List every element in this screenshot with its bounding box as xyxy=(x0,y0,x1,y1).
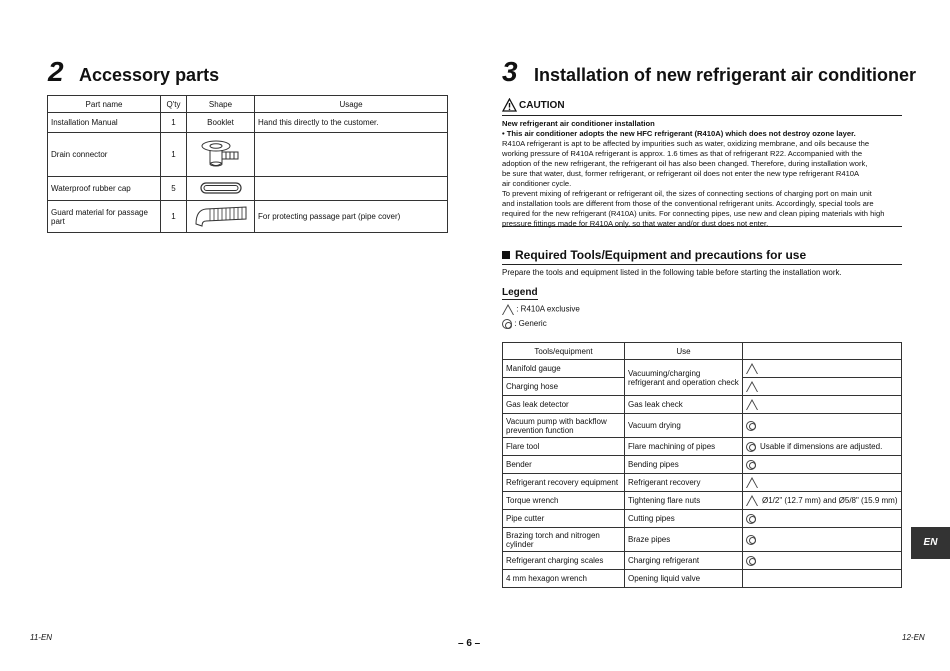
legend-triangle xyxy=(502,304,580,315)
caution-line: pressure fittings made for R410A only, so that water and/or dust does not enter. xyxy=(502,219,769,228)
tools-intro: Prepare the tools and equipment listed in the following table before starting the installation work. xyxy=(502,268,842,277)
tool-symbol xyxy=(743,510,902,528)
col-qty: Q'ty xyxy=(161,96,187,113)
tool-note: Ø1/2" (12.7 mm) and Ø5/8" (15.9 mm) xyxy=(762,495,898,505)
tool-name: Refrigerant recovery equipment xyxy=(503,474,625,492)
tool-name: Brazing torch and nitrogen cylinder xyxy=(503,528,625,552)
caution-divider xyxy=(502,226,902,227)
tool-use: Charging refrigerant xyxy=(625,552,743,570)
r410a-exclusive-icon xyxy=(502,304,514,315)
legend-triangle-label: : R410A exclusive xyxy=(516,304,580,314)
tool-use: Refrigerant recovery xyxy=(625,474,743,492)
tool-symbol xyxy=(743,570,902,588)
tools-header-row xyxy=(503,343,902,360)
center-page-number: – 6 – xyxy=(458,638,481,649)
tools-table xyxy=(502,342,902,588)
table-row xyxy=(48,113,448,133)
col-usage: Usage xyxy=(255,96,448,113)
col-use: Use xyxy=(625,343,743,360)
tool-symbol xyxy=(743,552,902,570)
table-row xyxy=(503,552,902,570)
tool-name: Charging hose xyxy=(503,378,625,396)
part-shape: Booklet xyxy=(187,113,255,133)
legend-circle-label: : Generic xyxy=(514,319,547,329)
caution-line: air conditioner cycle. xyxy=(502,179,572,188)
part-qty: 1 xyxy=(161,133,187,177)
square-bullet-icon xyxy=(502,251,510,259)
part-name: Drain connector xyxy=(48,133,161,177)
double-circle-icon xyxy=(746,556,756,566)
table-row xyxy=(503,396,902,414)
caution-header xyxy=(502,98,902,116)
tool-use: Bending pipes xyxy=(625,456,743,474)
part-shape xyxy=(187,177,255,201)
caution-line: and installation tools are different from those of the conventional refrigerant units. Accordingly, special tools are xyxy=(502,199,874,208)
tool-symbol xyxy=(743,528,902,552)
tool-use: Braze pipes xyxy=(625,528,743,552)
part-name: Waterproof rubber cap xyxy=(48,177,161,201)
caution-line: working pressure of R410A refrigerant is approx. 1.6 times as that of refrigerant R22. Accompanied with the xyxy=(502,149,863,158)
tool-name: Bender xyxy=(503,456,625,474)
pipe-cover-icon xyxy=(192,204,250,228)
double-circle-icon xyxy=(746,421,756,431)
table-row xyxy=(48,177,448,201)
tool-symbol xyxy=(743,360,902,378)
caution-bullet: • This air conditioner adopts the new HFC refrigerant (R410A) which does not destroy ozone layer. xyxy=(502,129,856,138)
part-name: Guard material for passage part xyxy=(48,201,161,233)
tool-name: Flare tool xyxy=(503,438,625,456)
triangle-icon xyxy=(746,477,758,488)
caution-line: To prevent mixing of refrigerant or refrigerant oil, the sizes of connecting sections of charging port on main unit xyxy=(502,189,872,198)
tool-note: Usable if dimensions are adjusted. xyxy=(760,441,883,451)
table-row xyxy=(503,528,902,552)
tool-symbol xyxy=(743,474,902,492)
tool-use: Vacuum drying xyxy=(625,414,743,438)
part-usage: Hand this directly to the customer. xyxy=(255,113,448,133)
tool-name: Manifold gauge xyxy=(503,360,625,378)
tool-symbol xyxy=(743,492,902,510)
caution-label: CAUTION xyxy=(519,100,565,111)
table-row xyxy=(503,510,902,528)
col-shape: Shape xyxy=(187,96,255,113)
part-qty: 1 xyxy=(161,201,187,233)
part-usage xyxy=(255,177,448,201)
double-circle-icon xyxy=(746,442,756,452)
col-symbol xyxy=(743,343,902,360)
accessory-parts-table xyxy=(47,95,448,233)
table-row xyxy=(503,474,902,492)
section-number-2: 2 xyxy=(48,56,64,87)
triangle-icon xyxy=(746,399,758,410)
caution-body xyxy=(502,119,906,229)
tool-symbol xyxy=(743,414,902,438)
part-usage: For protecting passage part (pipe cover) xyxy=(255,201,448,233)
caution-line: be sure that water, dust, former refrigerant, or refrigerant oil does not enter the new type refrigerant R410A xyxy=(502,169,860,178)
table-row xyxy=(48,201,448,233)
triangle-icon xyxy=(746,495,758,506)
tool-name: Gas leak detector xyxy=(503,396,625,414)
tool-use: Vacuuming/charging refrigerant and operation check xyxy=(625,360,743,396)
table-header-row xyxy=(48,96,448,113)
part-shape xyxy=(187,201,255,233)
tool-symbol xyxy=(743,456,902,474)
tool-name: Refrigerant charging scales xyxy=(503,552,625,570)
caution-line: adoption of the new refrigerant, the refrigerant oil has also been changed. Therefore, during installation work, xyxy=(502,159,868,168)
triangle-icon xyxy=(746,363,758,374)
table-row xyxy=(503,456,902,474)
generic-icon xyxy=(502,319,512,329)
tool-symbol xyxy=(743,378,902,396)
left-page-number: 11-EN xyxy=(30,633,53,642)
warning-triangle-icon xyxy=(502,98,517,112)
tool-use: Tightening flare nuts xyxy=(625,492,743,510)
installation-title: Installation of new refrigerant air conditioner xyxy=(534,65,917,85)
tool-use: Opening liquid valve xyxy=(625,570,743,588)
language-tab-en[interactable]: EN xyxy=(911,527,950,559)
double-circle-icon xyxy=(746,460,756,470)
part-qty: 5 xyxy=(161,177,187,201)
triangle-icon xyxy=(746,381,758,392)
part-shape xyxy=(187,133,255,177)
tool-name: 4 mm hexagon wrench xyxy=(503,570,625,588)
rubber-cap-icon xyxy=(199,182,243,194)
caution-line: R410A refrigerant is apt to be affected by impurities such as water, oxidizing membrane, and oils because the xyxy=(502,139,870,148)
tool-use: Gas leak check xyxy=(625,396,743,414)
accessory-parts-title: Accessory parts xyxy=(79,65,220,85)
right-page-number: 12-EN xyxy=(902,633,925,642)
table-row xyxy=(503,360,902,378)
legend-title: Legend xyxy=(502,287,538,298)
tool-name: Pipe cutter xyxy=(503,510,625,528)
tool-symbol xyxy=(743,396,902,414)
part-name: Installation Manual xyxy=(48,113,161,133)
tool-use: Cutting pipes xyxy=(625,510,743,528)
section-number-3: 3 xyxy=(502,56,518,87)
part-qty: 1 xyxy=(161,113,187,133)
caution-line: required for the new refrigerant (R410A) units. For connecting pipes, use new and clean piping materials with high xyxy=(502,209,885,218)
tools-heading-bar xyxy=(502,248,902,265)
tool-use: Flare machining of pipes xyxy=(625,438,743,456)
caution-heading: New refrigerant air conditioner installation xyxy=(502,119,655,128)
double-circle-icon xyxy=(746,514,756,524)
tool-name: Vacuum pump with backflow prevention function xyxy=(503,414,625,438)
double-circle-icon xyxy=(746,535,756,545)
drain-connector-icon xyxy=(200,137,242,171)
tool-name: Torque wrench xyxy=(503,492,625,510)
part-usage xyxy=(255,133,448,177)
col-tools: Tools/equipment xyxy=(503,343,625,360)
col-part-name: Part name xyxy=(48,96,161,113)
tools-heading: Required Tools/Equipment and precautions for use xyxy=(515,248,807,262)
table-row xyxy=(503,570,902,588)
table-row xyxy=(503,492,902,510)
table-row xyxy=(503,438,902,456)
legend-circle xyxy=(502,319,547,329)
table-row xyxy=(503,414,902,438)
table-row xyxy=(48,133,448,177)
tool-symbol xyxy=(743,438,902,456)
